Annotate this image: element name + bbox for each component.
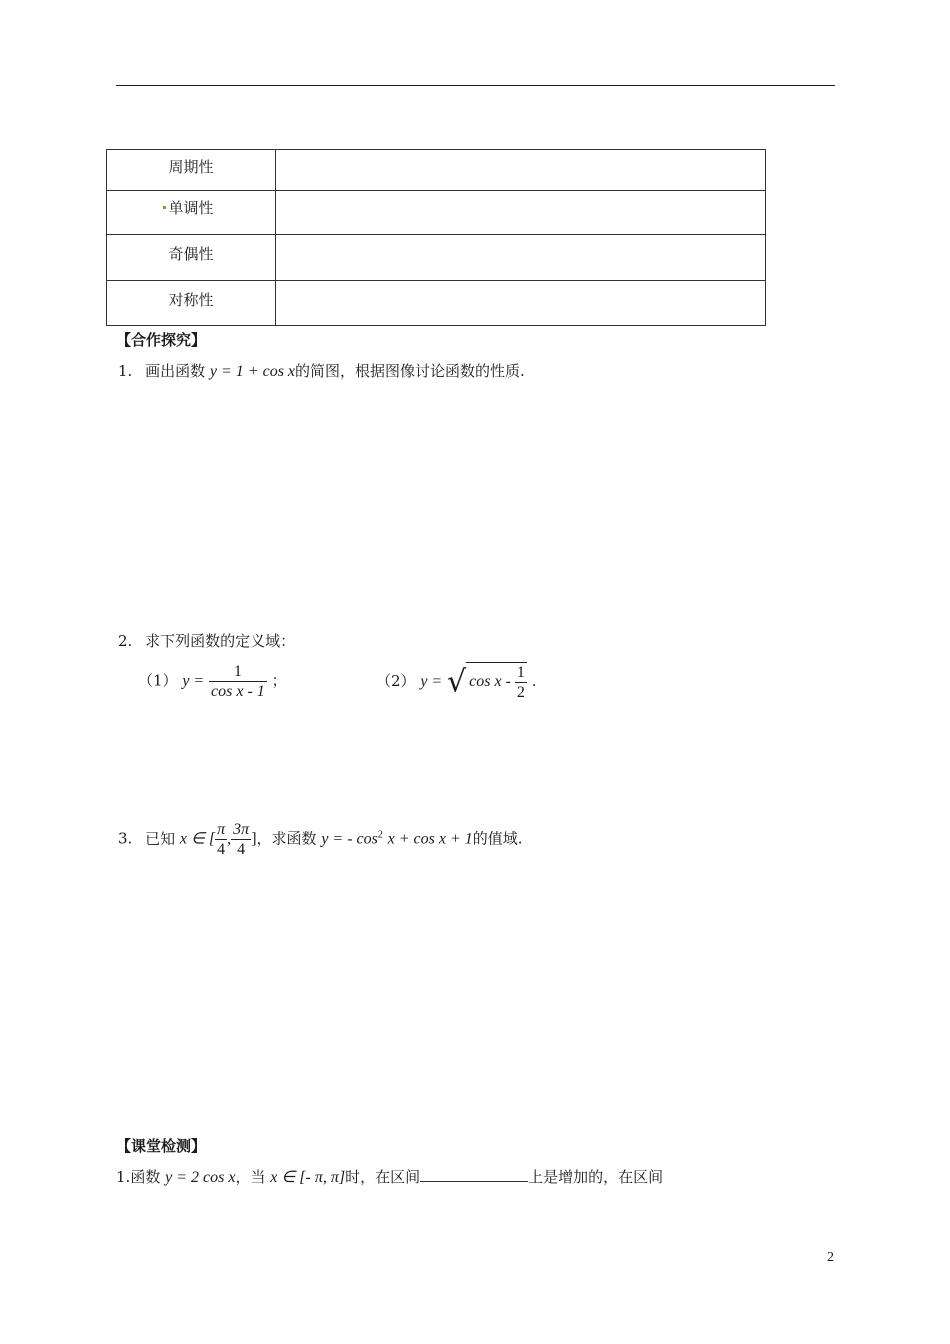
table-row (107, 150, 766, 191)
question-text: 的简图，根据图像讨论函数的性质. (295, 362, 525, 380)
question-text: 函数 (130, 1168, 161, 1186)
denominator: 2 (516, 684, 525, 701)
question-3 (118, 820, 523, 859)
formula: x ∈ [- π, π] (270, 1169, 346, 1186)
numerator: 1 (516, 664, 525, 681)
question-number: 2. (118, 632, 133, 650)
fraction (231, 820, 251, 859)
punctuation: ； (271, 671, 287, 690)
question-text: 求下列函数的定义域： (145, 632, 296, 650)
formula-lhs: y = (182, 672, 205, 690)
section-title-cooperative: 【合作探究】 (116, 331, 207, 349)
punctuation: . (531, 672, 537, 690)
question-text: ，当 (235, 1168, 266, 1186)
numerator: π (217, 821, 226, 838)
question-2 (118, 630, 295, 651)
part-label: （1） (138, 671, 178, 690)
question-number: 1. (118, 362, 133, 380)
part-label: （2） (376, 672, 416, 690)
section-title-class-check: 【课堂检测】 (116, 1137, 207, 1155)
table-row (107, 191, 766, 235)
numerator: 3π (233, 821, 250, 838)
radical-sign-icon: √ (447, 664, 467, 700)
formula: y = - cos (321, 830, 378, 848)
radicand (466, 662, 527, 702)
row-value (276, 150, 766, 191)
denominator: 4 (237, 841, 246, 858)
row-value (276, 235, 766, 281)
row-label: 单调性 (107, 191, 276, 235)
exponent: 2 (377, 829, 383, 841)
row-label: 周期性 (107, 150, 276, 191)
row-value (276, 281, 766, 326)
header-rule (116, 85, 835, 86)
formula: y = 2 cos x (165, 1169, 236, 1186)
row-label: 对称性 (107, 281, 276, 326)
fraction (209, 662, 267, 701)
answer-blank[interactable] (420, 1166, 528, 1182)
question-2-part-2 (376, 662, 536, 702)
question-text: 画出函数 (145, 362, 206, 380)
stray-mark (163, 206, 166, 209)
numerator: 1 (209, 662, 267, 682)
question-number: 1. (116, 1168, 131, 1186)
table-row (107, 235, 766, 281)
question-text: 上是增加的，在区间 (528, 1168, 664, 1186)
fraction (515, 663, 527, 702)
denominator: 4 (217, 841, 226, 858)
question-text: 的值域. (472, 829, 523, 848)
question-1 (118, 360, 525, 381)
check-question-1 (116, 1166, 663, 1187)
question-number: 3. (118, 829, 133, 848)
bracket: ] (251, 830, 257, 848)
question-text: 时，在区间 (345, 1168, 421, 1186)
formula: y = 1 + cos x (209, 363, 296, 380)
formula: x + cos x + 1 (387, 830, 473, 848)
table-row (107, 281, 766, 326)
fraction (215, 820, 227, 859)
row-value (276, 191, 766, 235)
page-number: 2 (827, 1250, 834, 1265)
properties-table (106, 149, 766, 326)
denominator: cos x - 1 (211, 683, 265, 700)
question-text: 已知 (145, 829, 176, 848)
question-2-part-1 (138, 662, 287, 701)
separator: , (227, 830, 232, 848)
formula: x ∈ [ (179, 830, 216, 848)
row-label: 奇偶性 (107, 235, 276, 281)
formula-lhs: y = (420, 673, 443, 690)
question-text: ，求函数 (256, 829, 317, 848)
radicand-text: cos x - (469, 673, 511, 691)
